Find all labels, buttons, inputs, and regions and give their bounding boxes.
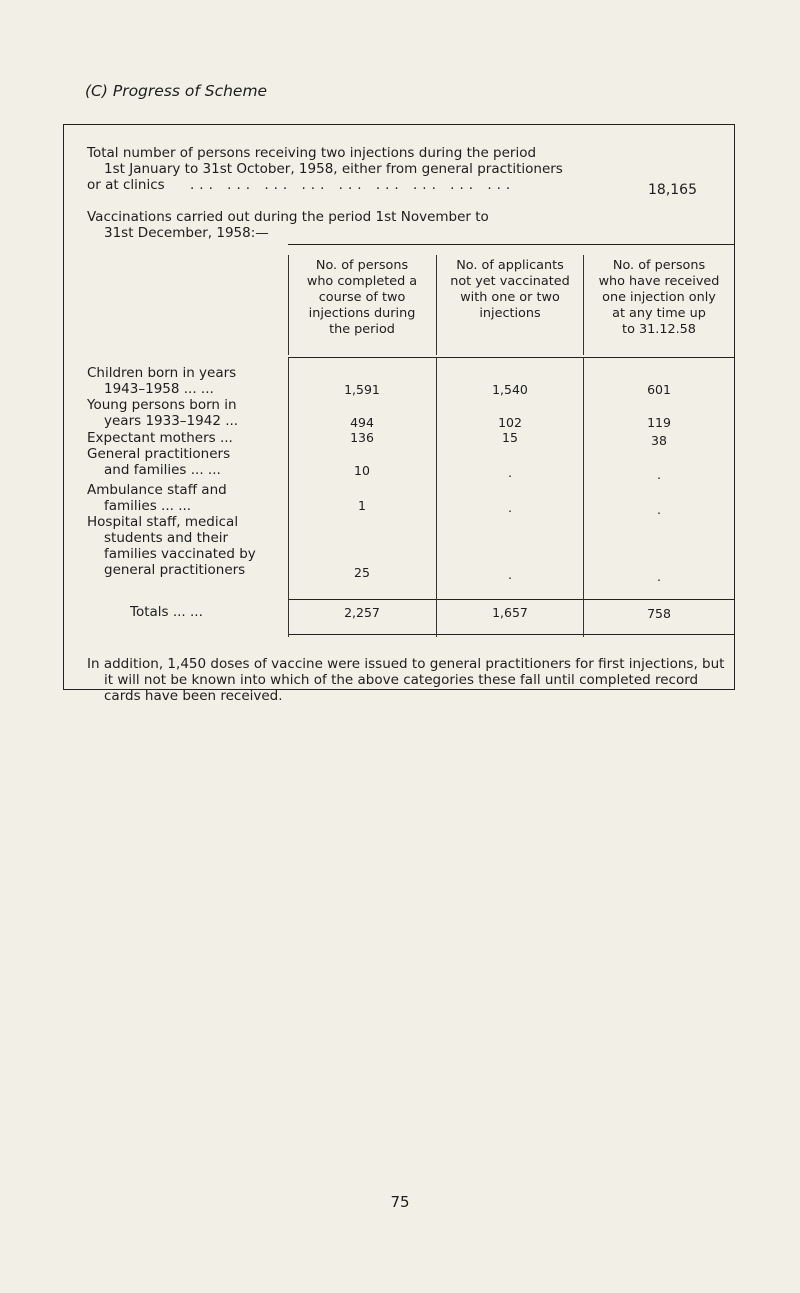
row-label: Hospital staff, medical — [87, 514, 239, 530]
row-label: general practitioners — [104, 562, 246, 578]
column-header-one-injection: No. of persons who have received one injection only at any time up to 31.12.58 — [598, 258, 720, 337]
row-label: Children born in years — [87, 365, 237, 381]
intro-line-2: 1st January to 31st October, 1958, either from general practitioners — [104, 161, 563, 177]
row-label: Young persons born in — [87, 397, 237, 413]
cell-completed: 1 — [358, 498, 366, 513]
cell-one-injection: 38 — [651, 433, 667, 448]
vaccinations-line-2: 31st December, 1958:— — [104, 225, 269, 241]
cell-one-injection: . — [657, 502, 661, 517]
col-divider-2-head — [436, 255, 437, 355]
cell-one-injection: 601 — [647, 382, 671, 397]
intro-leaders: ... ... ... ... ... ... ... ... ... — [190, 177, 516, 193]
table-bottom-rule — [288, 634, 734, 635]
page-number: 75 — [390, 1193, 410, 1211]
cell-not-yet: . — [508, 567, 512, 582]
vaccinations-line-1: Vaccinations carried out during the period 1st November to — [87, 209, 489, 225]
cell-not-yet: . — [508, 465, 512, 480]
cell-one-injection: . — [657, 467, 661, 482]
footnote: In addition, 1,450 doses of vaccine were issued to general practitioners for first injections, but it will not be known into which of the above categories these fall until completed record cards have been received. — [87, 656, 725, 704]
row-label: General practitioners — [87, 446, 231, 462]
row-label: Expectant mothers ... — [87, 430, 233, 446]
totals-label: Totals ... ... — [130, 604, 203, 620]
column-header-not-yet-vaccinated: No. of applicants not yet vaccinated with one or two injections — [450, 258, 570, 321]
col-divider-1-head — [288, 255, 289, 355]
intro-total: 18,165 — [648, 182, 697, 198]
col-divider-2-body — [436, 357, 437, 637]
col-divider-3-body — [583, 357, 584, 637]
totals-completed: 2,257 — [344, 605, 380, 620]
row-label: years 1933–1942 ... — [104, 413, 239, 429]
totals-not-yet: 1,657 — [492, 605, 528, 620]
intro-line-1: Total number of persons receiving two injections during the period — [87, 145, 537, 161]
table-header-rule — [288, 357, 734, 358]
row-label: students and their — [104, 530, 229, 546]
row-label: families vaccinated by — [104, 546, 256, 562]
cell-not-yet: 1,540 — [492, 382, 528, 397]
cell-completed: 10 — [354, 463, 370, 478]
cell-completed: 494 — [350, 415, 374, 430]
table-top-rule — [288, 244, 734, 245]
frame-top-rule — [63, 124, 735, 125]
cell-not-yet: 102 — [498, 415, 522, 430]
section-heading: (C) Progress of Scheme — [85, 82, 268, 100]
cell-one-injection: . — [657, 569, 661, 584]
cell-completed: 25 — [354, 565, 370, 580]
column-header-completed: No. of persons who completed a course of two injections during the period — [306, 258, 418, 337]
cell-completed: 1,591 — [344, 382, 380, 397]
cell-completed: 136 — [350, 430, 374, 445]
table-totals-rule — [288, 599, 734, 600]
row-label: and families ... ... — [104, 462, 221, 478]
cell-not-yet: . — [508, 500, 512, 515]
cell-one-injection: 119 — [647, 415, 671, 430]
col-divider-1-body — [288, 357, 289, 637]
intro-line-3: or at clinics — [87, 177, 165, 193]
row-label: families ... ... — [104, 498, 192, 514]
totals-one-injection: 758 — [647, 606, 671, 621]
row-label: Ambulance staff and — [87, 482, 227, 498]
row-label: 1943–1958 ... ... — [104, 381, 214, 397]
col-divider-3-head — [583, 255, 584, 355]
cell-not-yet: 15 — [502, 430, 518, 445]
